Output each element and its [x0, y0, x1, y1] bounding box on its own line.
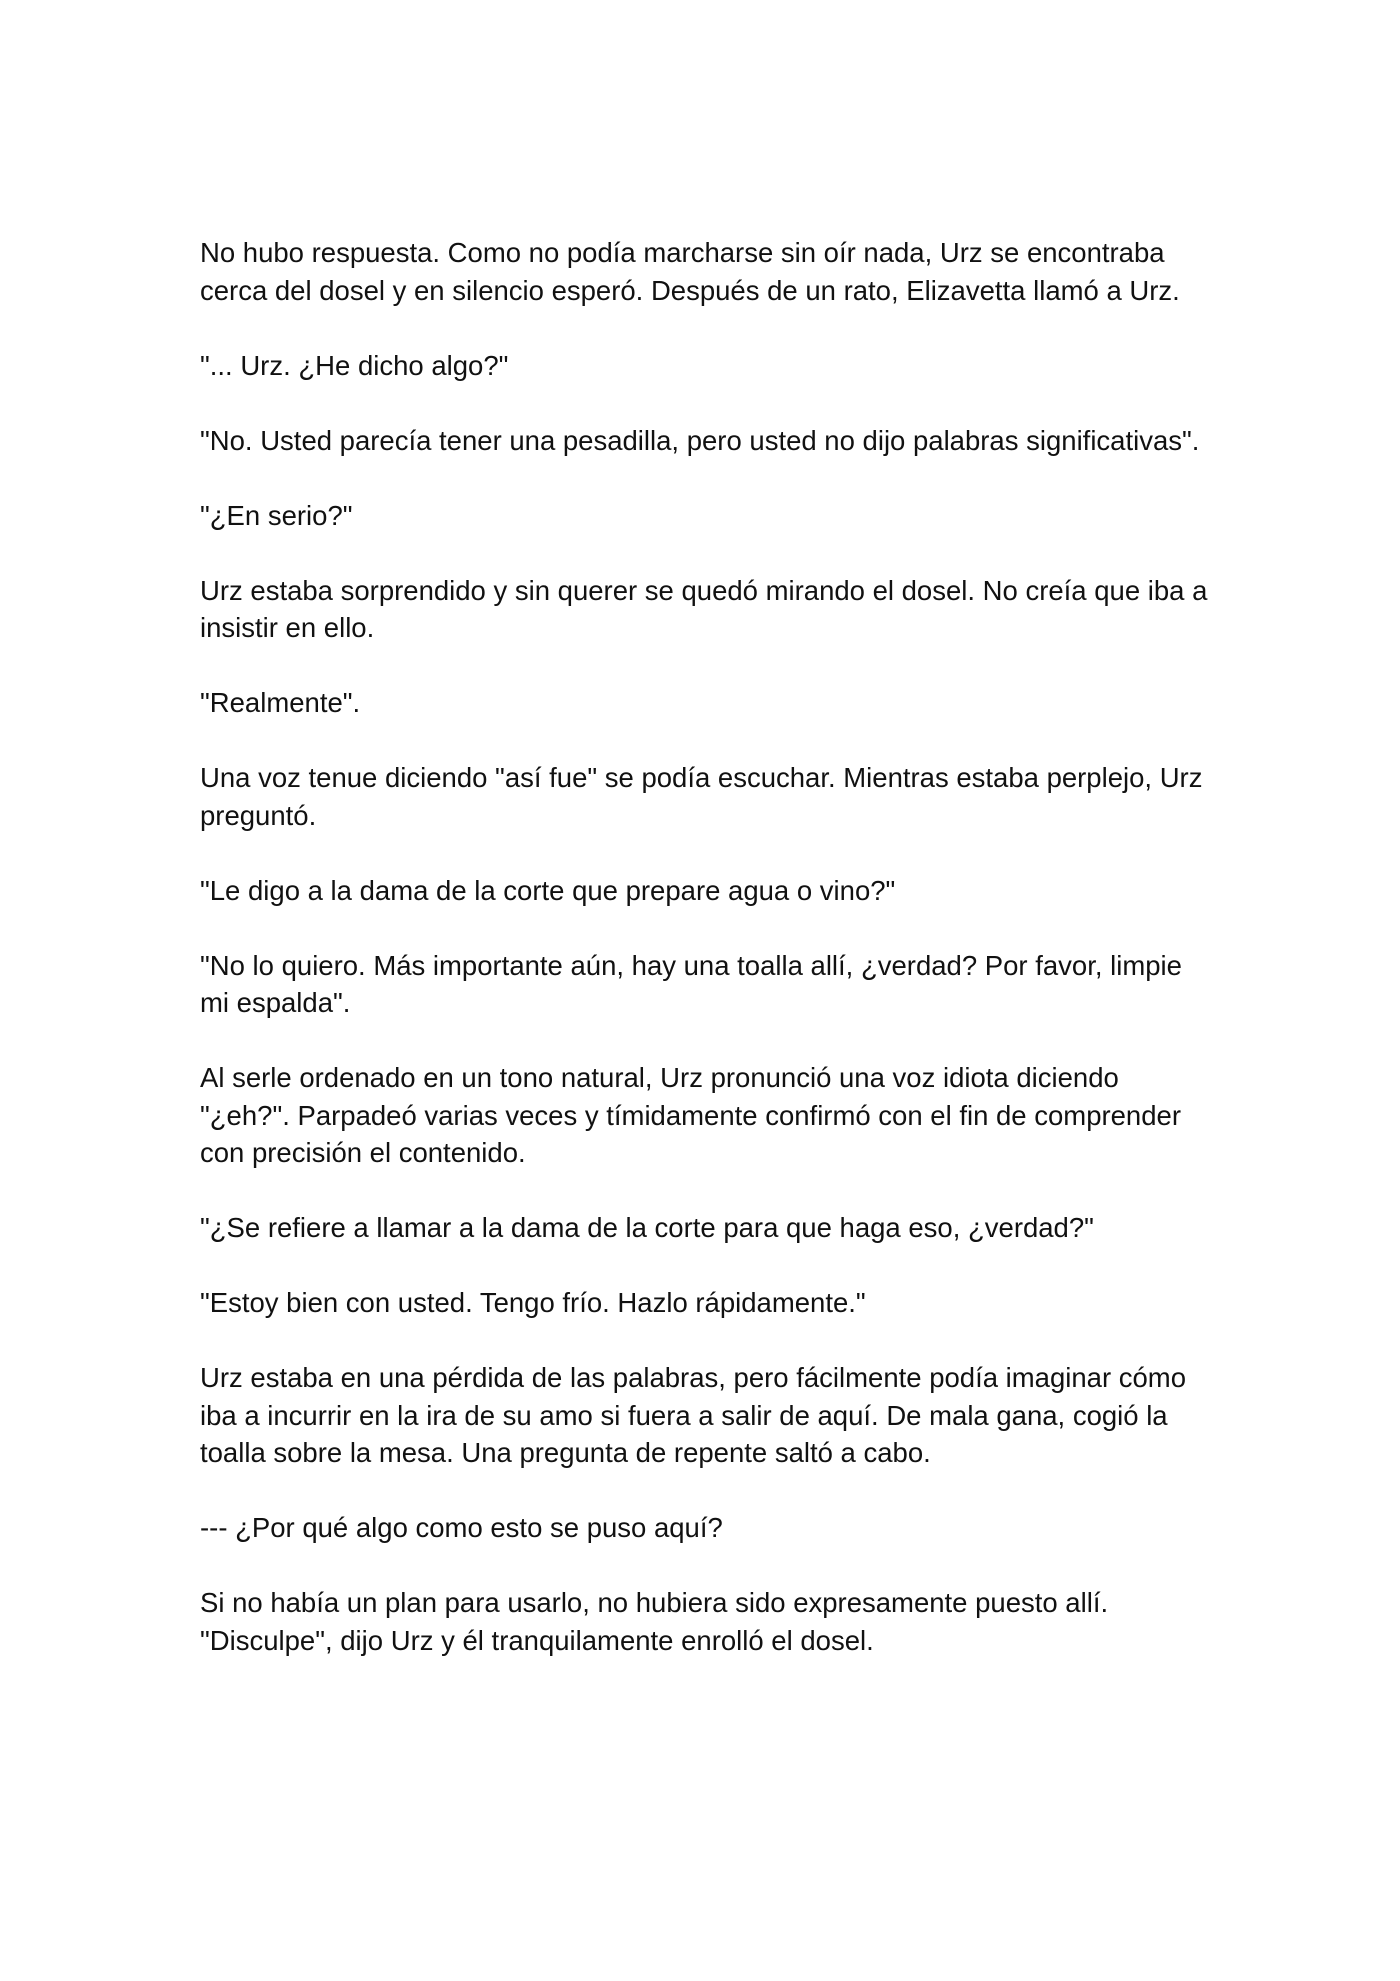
document-body	[200, 234, 1210, 1697]
paragraph: Al serle ordenado en un tono natural, Urz pronunció una voz idiota diciendo "¿eh?". Parpadeó varias veces y tímidamente confirmó con el fin de comprender con precisión el contenido.	[200, 1062, 1181, 1168]
paragraph: Si no había un plan para usarlo, no hubiera sido expresamente puesto allí. "Disculpe", dijo Urz y él tranquilamente enrolló el dosel.	[200, 1587, 1109, 1656]
paragraph: --- ¿Por qué algo como esto se puso aquí?	[200, 1512, 723, 1543]
paragraph: "¿Se refiere a llamar a la dama de la corte para que haga eso, ¿verdad?"	[200, 1212, 1094, 1243]
paragraph: "Le digo a la dama de la corte que prepare agua o vino?"	[200, 874, 896, 906]
paragraph: "Estoy bien con usted. Tengo frío. Hazlo rápidamente."	[200, 1287, 866, 1318]
paragraph: Urz estaba en una pérdida de las palabras, pero fácilmente podía imaginar cómo iba a incurrir en la ira de su amo si fuera a salir de aquí. De mala gana, cogió la toalla sobre la mesa. Una pregunta de repente saltó a cabo.	[200, 1362, 1186, 1468]
paragraph: "No lo quiero. Más importante aún, hay una toalla allí, ¿verdad? Por favor, limpie mi espalda".	[200, 949, 1182, 1018]
paragraph: "No. Usted parecía tener una pesadilla, pero usted no dijo palabras significativas".	[200, 424, 1200, 456]
paragraph: "... Urz. ¿He dicho algo?"	[200, 349, 509, 381]
paragraph: No hubo respuesta. Como no podía marcharse sin oír nada, Urz se encontraba cerca del dosel y en silencio esperó. Después de un rato, Elizavetta llamó a Urz.	[200, 237, 1180, 306]
paragraph: Urz estaba sorprendido y sin querer se quedó mirando el dosel. No creía que iba a insistir en ello.	[200, 574, 1208, 643]
paragraph: "¿En serio?"	[200, 499, 353, 531]
paragraph: "Realmente".	[200, 687, 361, 718]
paragraph: Una voz tenue diciendo "así fue" se podía escuchar. Mientras estaba perplejo, Urz preguntó.	[200, 762, 1203, 831]
